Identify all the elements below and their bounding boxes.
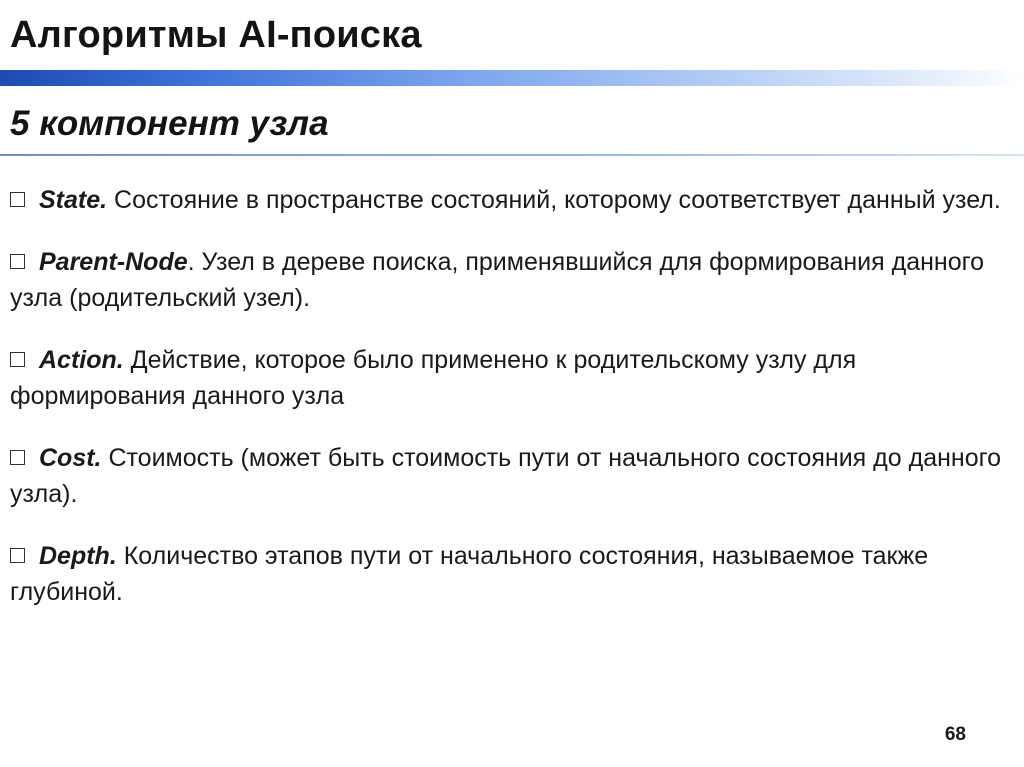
page-number: 68 <box>944 724 966 745</box>
item-term: Depth. <box>39 542 117 570</box>
list-item <box>10 538 1010 610</box>
square-bullet-icon <box>10 450 25 465</box>
item-term: Parent-Node <box>39 248 188 276</box>
list-item <box>10 182 1010 218</box>
item-text: Действие, которое было применено к родительскому узлу для формирования данного узла <box>10 346 857 410</box>
square-bullet-icon <box>10 192 25 207</box>
square-bullet-icon <box>10 254 25 269</box>
item-text: Количество этапов пути от начального состояния, называемое также глубиной. <box>10 542 929 606</box>
slide-subtitle: 5 компонент узла <box>10 104 329 143</box>
list-item <box>10 244 1010 316</box>
bullet-list <box>10 182 1010 636</box>
item-text: Состояние в пространстве состояний, которому соответствует данный узел. <box>107 186 1001 214</box>
list-item <box>10 342 1010 414</box>
square-bullet-icon <box>10 352 25 367</box>
item-term: State. <box>39 186 108 214</box>
title-underline-bar <box>0 70 1024 86</box>
square-bullet-icon <box>10 548 25 563</box>
item-text: Стоимость (может быть стоимость пути от начального состояния до данного узла). <box>10 444 1002 508</box>
subtitle-divider <box>0 154 1024 156</box>
item-term: Action. <box>39 346 124 374</box>
item-term: Cost. <box>39 444 102 472</box>
slide-title: Алгоритмы AI-поиска <box>10 14 422 56</box>
list-item <box>10 440 1010 512</box>
item-text: . Узел в дереве поиска, применявшийся для формирования данного узла (родительский узел). <box>10 248 985 312</box>
